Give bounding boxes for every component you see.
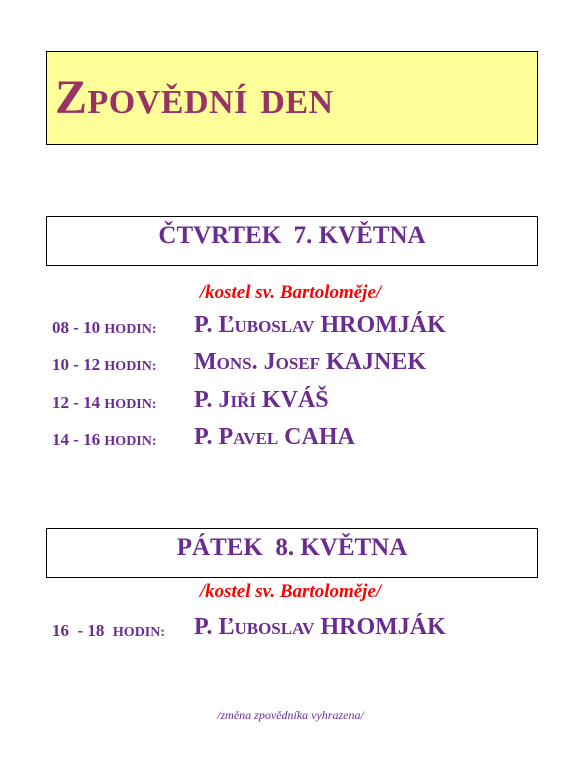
time-slot: 10 - 12 HODIN: xyxy=(52,355,157,374)
confessor-name: Mons. Josef KAJNEK xyxy=(194,349,427,375)
day-label: PÁTEK 8. KVĚTNA xyxy=(176,534,408,561)
time-slot: 08 - 10 HODIN: xyxy=(52,318,157,337)
title-box xyxy=(46,51,538,145)
confessor-name: P. Jiří KVÁŠ xyxy=(194,387,329,413)
time-slot: 12 - 14 HODIN: xyxy=(52,393,157,412)
day-label: ČTVRTEK 7. KVĚTNA xyxy=(158,222,426,249)
confessor-name: P. Ľuboslav HROMJÁK xyxy=(194,614,446,640)
location-label: /kostel sv. Bartoloměje/ xyxy=(199,282,382,303)
location-label: /kostel sv. Bartoloměje/ xyxy=(199,581,382,602)
footer-note: /změna zpovědníka vyhrazena/ xyxy=(217,708,364,722)
page-title: Zpovědní den xyxy=(55,71,334,124)
time-slot: 16 - 18 HODIN: xyxy=(52,621,166,640)
confessor-name: P. Pavel CAHA xyxy=(194,424,355,450)
day-header-thursday xyxy=(46,216,538,266)
time-slot: 14 - 16 HODIN: xyxy=(52,430,157,449)
day-header-friday xyxy=(46,528,538,578)
confessor-name: P. Ľuboslav HROMJÁK xyxy=(194,312,446,338)
